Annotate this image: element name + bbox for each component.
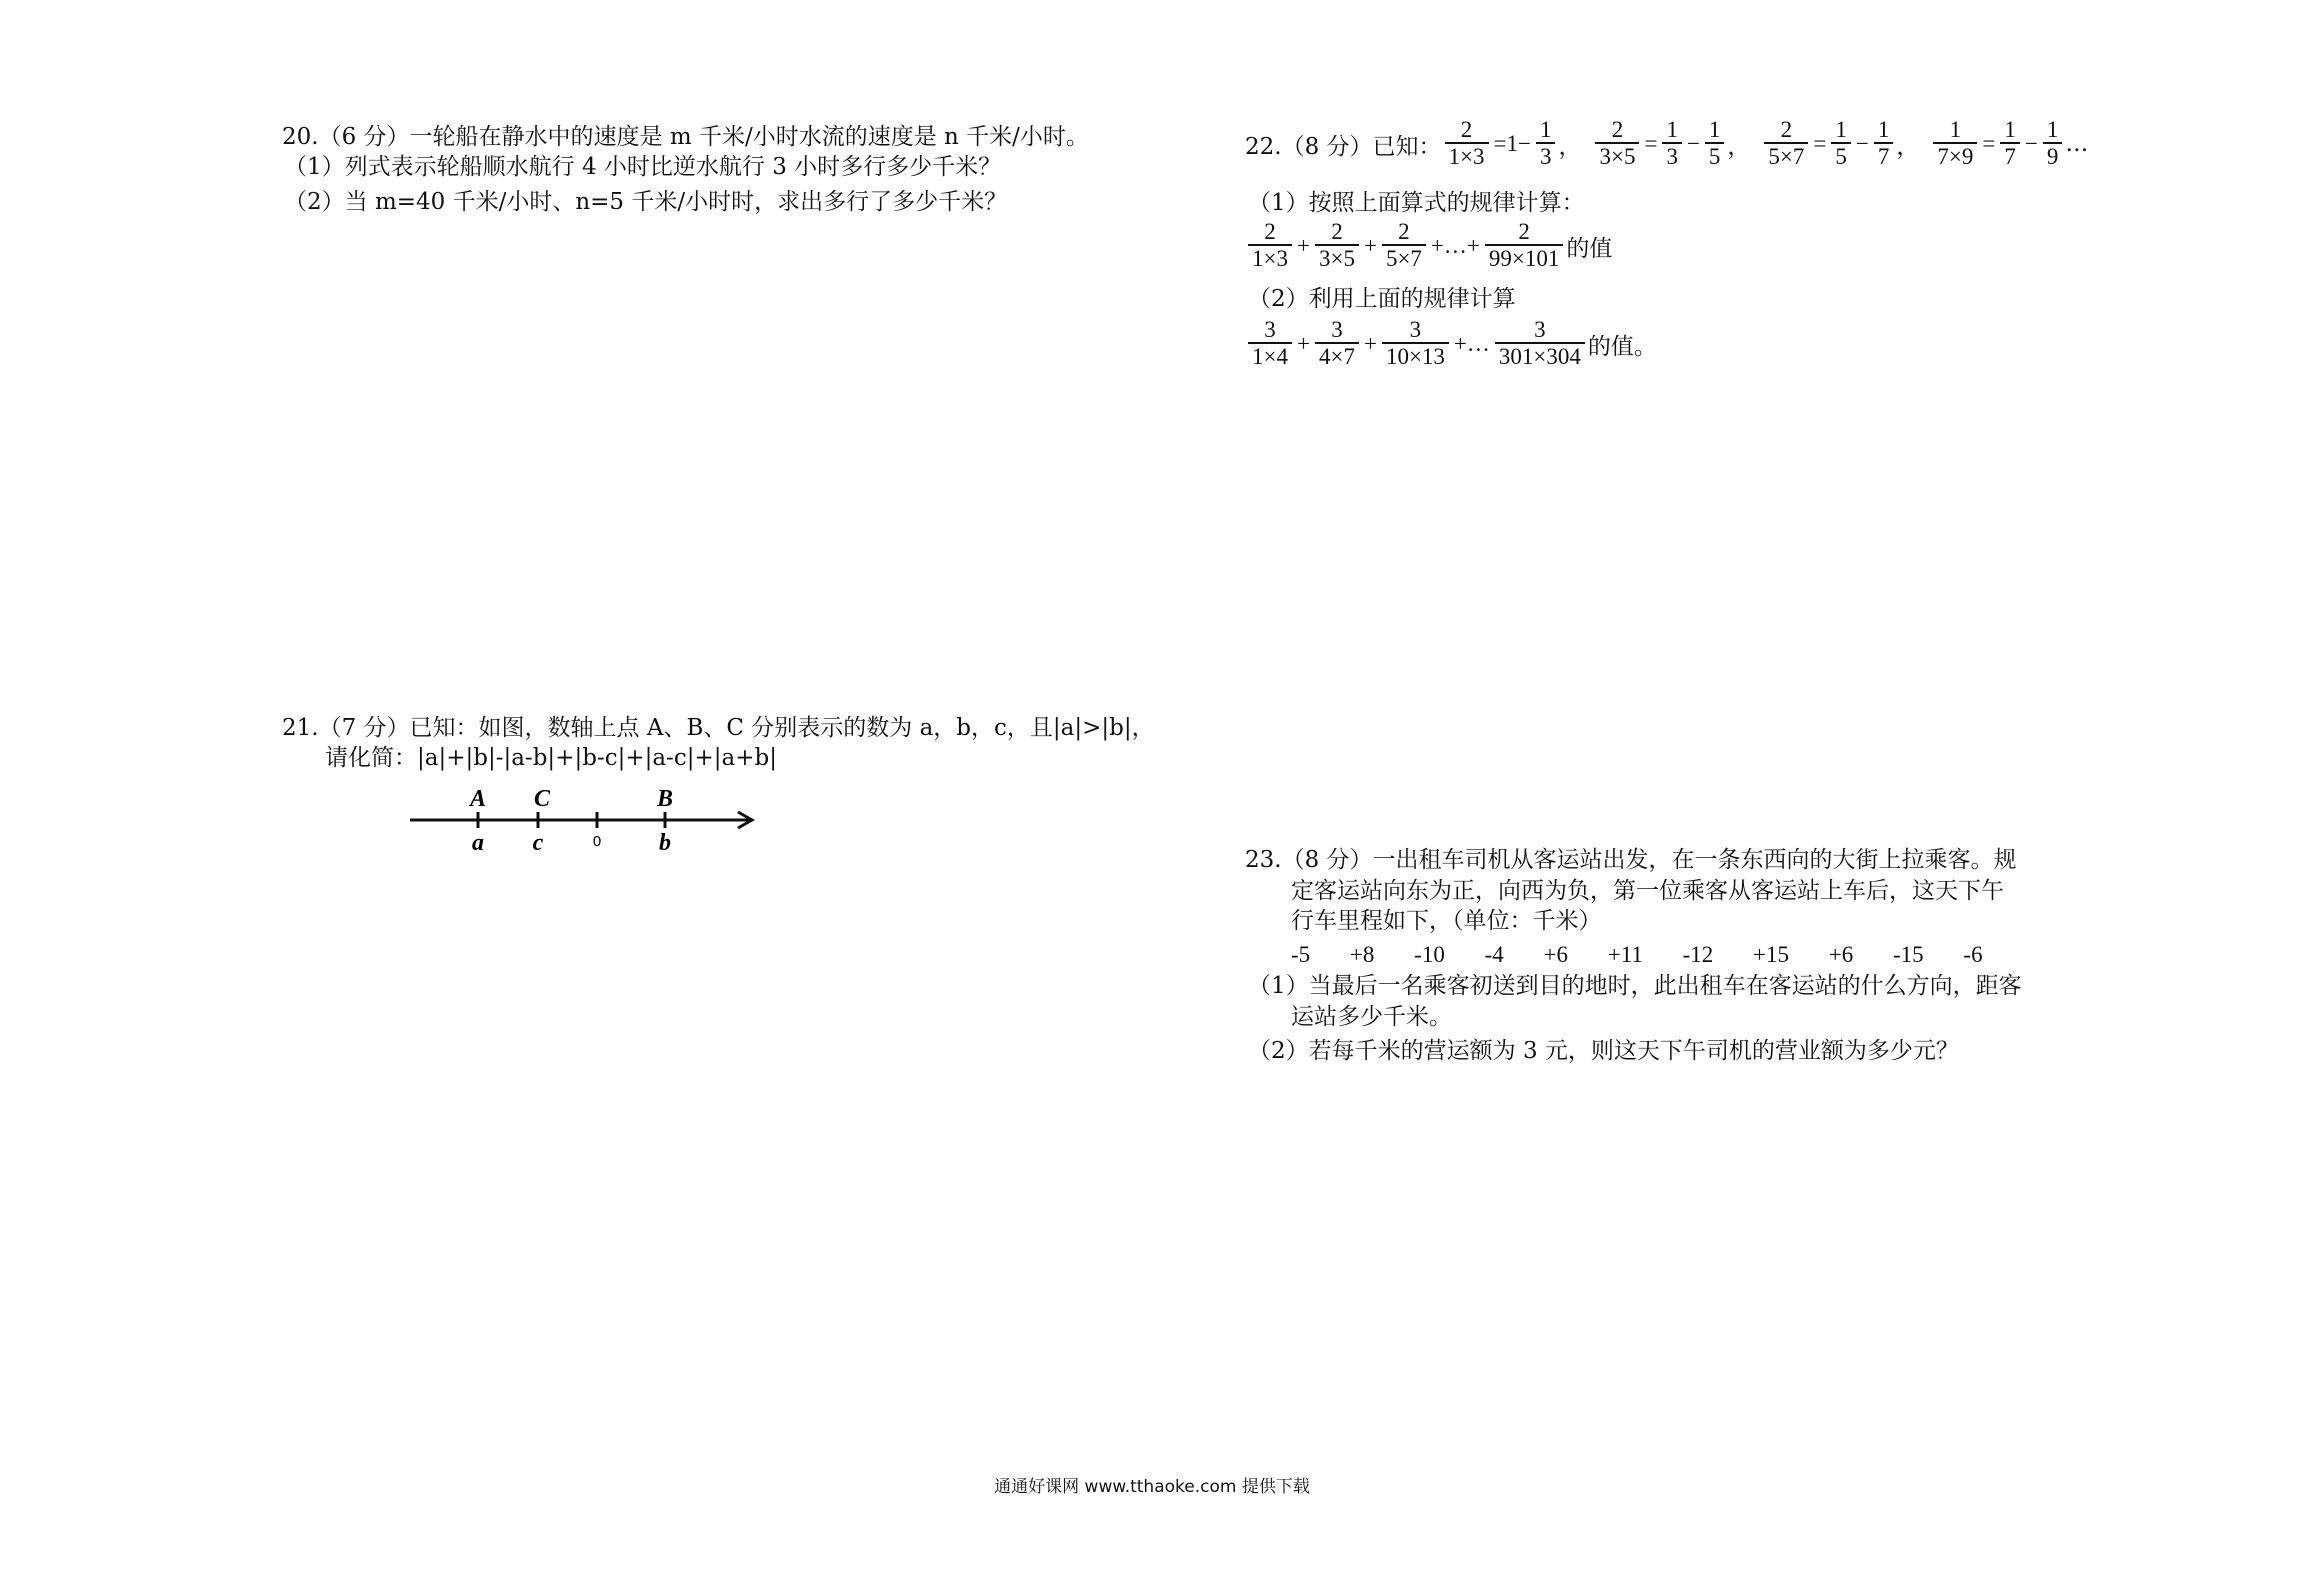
- minus-sign: −: [1855, 131, 1869, 156]
- q22-part2: （2）利用上面的规律计算: [1248, 286, 1516, 312]
- fraction: $\frac{1}{9}$: [2043, 118, 2063, 170]
- equals-sign: =: [1813, 131, 1827, 156]
- fraction: $\frac{1}{3}$: [1536, 118, 1556, 170]
- q23-part2: （2）若每千米的营运额为 3 元，则这天下午司机的营业额为多少元？: [1248, 1038, 1959, 1064]
- fraction: $\frac{1}{5}$: [1705, 118, 1725, 170]
- fraction: $\frac{2}{99\times 101}$: [1485, 220, 1563, 272]
- plus-sign: +: [1296, 331, 1310, 356]
- equals-sign: =: [1644, 131, 1658, 156]
- fraction: $\frac{3}{301\times 304}$: [1495, 318, 1585, 370]
- q22-stem: [1245, 118, 2088, 170]
- fraction: $\frac{2}{3\times 5}$: [1315, 220, 1359, 272]
- plus-sign: +: [1296, 233, 1310, 258]
- ellipsis-plus: +…+: [1430, 233, 1480, 258]
- ellipsis: …: [2065, 131, 2089, 157]
- fraction: $\frac{2}{1\times 3}$: [1248, 220, 1292, 272]
- fraction: $\frac{3}{1\times 4}$: [1248, 318, 1292, 370]
- mileage-value: -4: [1484, 942, 1504, 967]
- plus-sign: +: [1363, 233, 1377, 258]
- fraction: $\frac{3}{10\times 13}$: [1382, 318, 1449, 370]
- label-C: C: [533, 786, 551, 812]
- separator: ，: [1558, 133, 1582, 160]
- q23-line2: 定客运站向东为正，向西为负，第一位乘客从客运站上车后，这天下午: [1291, 878, 2004, 904]
- ellipsis-plus: +…: [1453, 331, 1490, 356]
- fraction: $\frac{1}{5}$: [1831, 118, 1851, 170]
- plus-sign: +: [1363, 331, 1377, 356]
- mileage-value: -10: [1414, 942, 1445, 967]
- q22-stem-prefix: 22.（8 分）已知：: [1245, 133, 1442, 160]
- mileage-value: -12: [1682, 942, 1714, 967]
- separator: ，: [1727, 133, 1751, 160]
- minus-sign: −: [2024, 131, 2038, 156]
- mileage-value: +15: [1753, 942, 1790, 967]
- mileage-value: -6: [1963, 942, 1983, 967]
- mileage-value: +8: [1349, 942, 1375, 967]
- q20-part1: （1）列式表示轮船顺水航行 4 小时比逆水航行 3 小时多行多少千米？: [284, 154, 1002, 180]
- mileage-value: +6: [1543, 942, 1568, 967]
- footer-credit: 通通好课网 www.tthaoke.com 提供下载: [994, 1477, 1310, 1497]
- q23-mileage: [1291, 940, 2017, 970]
- q22-sum2: [1248, 318, 1657, 370]
- fraction: $\frac{1}{7\times 9}$: [1933, 118, 1977, 170]
- sum2-suffix: 的值。: [1587, 333, 1657, 360]
- fraction: $\frac{3}{4\times 7}$: [1315, 318, 1359, 370]
- label-0: 0: [592, 833, 602, 850]
- q23-part1b: 运站多少千米。: [1291, 1004, 1452, 1030]
- q21-stem: 21.（7 分）已知：如图，数轴上点 A、B、C 分别表示的数为 a，b，c，且|a|>|b|，: [282, 715, 1155, 741]
- fraction: $\frac{2}{5\times 7}$: [1764, 118, 1808, 170]
- equation-rhs: =1−: [1493, 131, 1531, 156]
- q23-line1: 23.（8 分）一出租车司机从客运站出发，在一条东西向的大街上拉乘客。规: [1245, 847, 2017, 873]
- q20-part2: （2）当 m=40 千米/小时、n=5 千米/小时时，求出多行了多少千米？: [284, 189, 1008, 215]
- mileage-value: +6: [1828, 942, 1854, 967]
- number-line-figure: [400, 776, 760, 856]
- label-a: a: [472, 830, 484, 856]
- equals-sign: =: [1982, 131, 1996, 156]
- fraction: $\frac{2}{1\times 3}$: [1445, 118, 1489, 170]
- fraction: $\frac{2}{5\times 7}$: [1382, 220, 1426, 272]
- fraction: $\frac{2}{3\times 5}$: [1595, 118, 1639, 170]
- fraction: $\frac{1}{7}$: [1874, 118, 1894, 170]
- mileage-value: +11: [1607, 942, 1643, 967]
- label-b: b: [659, 830, 671, 856]
- fraction: $\frac{1}{3}$: [1662, 118, 1682, 170]
- minus-sign: −: [1686, 131, 1700, 156]
- q22-sum1: [1248, 220, 1612, 272]
- q20-stem: 20.（6 分）一轮船在静水中的速度是 m 千米/小时水流的速度是 n 千米/小时。: [282, 124, 1089, 150]
- mileage-value: -15: [1893, 942, 1924, 967]
- label-B: B: [656, 786, 674, 812]
- q22-part1: （1）按照上面算式的规律计算：: [1248, 190, 1585, 216]
- q23-part1a: （1）当最后一名乘客初送到目的地时，此出租车在客运站的什么方向，距客: [1248, 973, 2022, 999]
- fraction: $\frac{1}{7}$: [2000, 118, 2020, 170]
- q21-part1: 请化简：|a|+|b|-|a-b|+|b-c|+|a-c|+|a+b|: [325, 745, 777, 771]
- mileage-value: -5: [1291, 942, 1311, 967]
- label-c: c: [532, 830, 544, 856]
- label-A: A: [469, 786, 487, 812]
- sum1-suffix: 的值: [1566, 235, 1613, 262]
- separator: ，: [1896, 133, 1920, 160]
- q23-line3: 行车里程如下，（单位：千米）: [1291, 908, 1602, 934]
